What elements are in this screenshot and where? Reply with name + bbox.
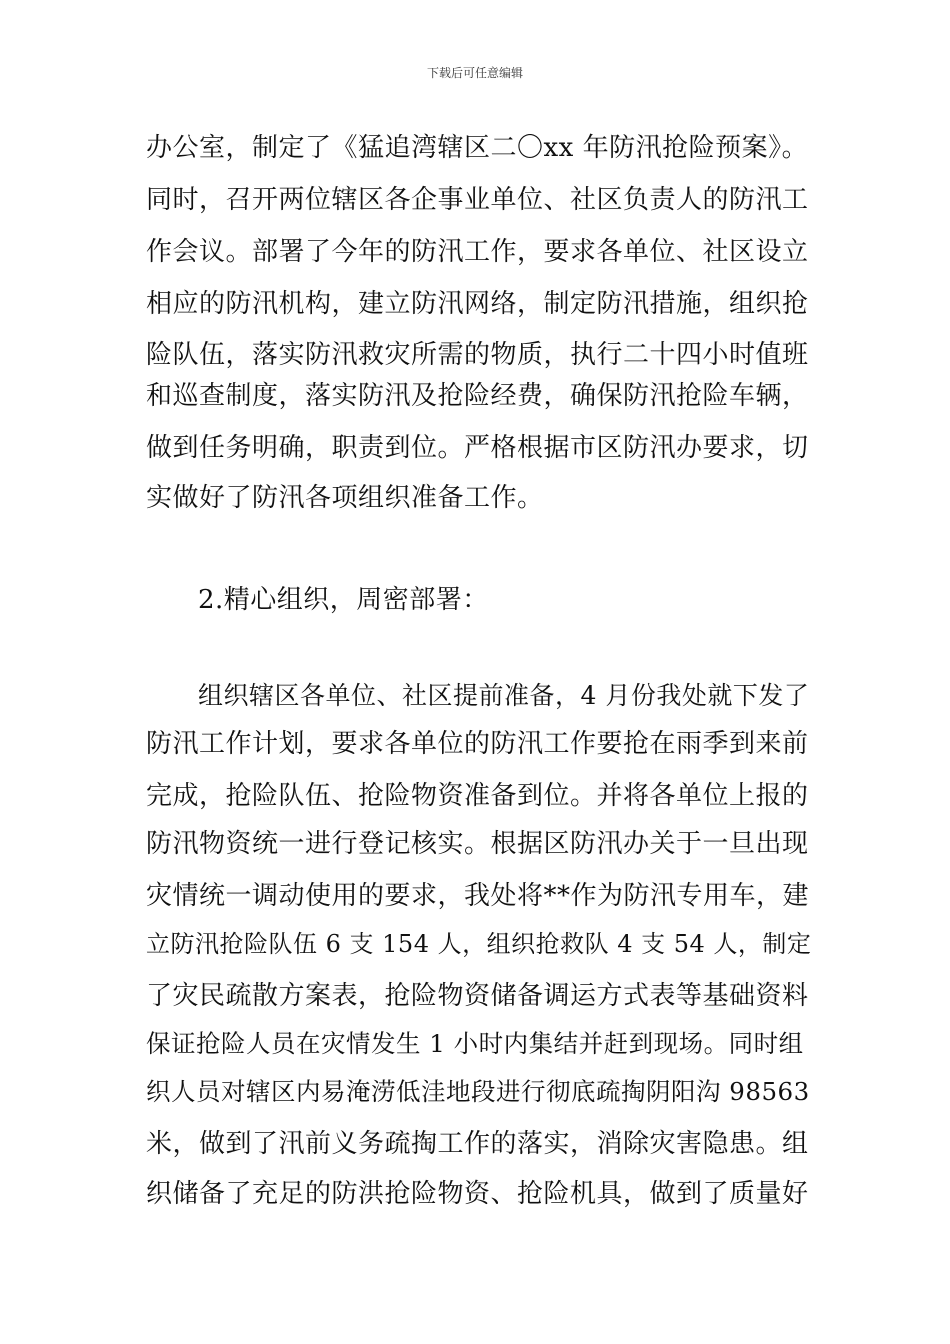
paragraph-1-line-6: 和巡查制度，落实防汛及抢险经费，确保防汛抢险车辆， (146, 381, 809, 411)
paragraph-3-line-7: 了灾民疏散方案表，抢险物资储备调运方式表等基础资料 (146, 981, 809, 1011)
paragraph-1-line-1: 办公室，制定了《猛追湾辖区二〇xx 年防汛抢险预案》。 (146, 133, 809, 163)
paragraph-1-line-8: 实做好了防汛各项组织准备工作。 (146, 483, 544, 513)
paragraph-3-line-1: 组织辖区各单位、社区提前准备，4 月份我处就下发了 (198, 681, 810, 710)
paragraph-3-line-3: 完成，抢险队伍、抢险物资准备到位。并将各单位上报的 (146, 781, 809, 811)
paragraph-1-line-4: 相应的防汛机构，建立防汛网络，制定防汛措施，组织抢 (146, 289, 809, 319)
paragraph-3-line-2: 防汛工作计划，要求各单位的防汛工作要抢在雨季到来前 (146, 729, 809, 759)
paragraph-1-line-7: 做到任务明确，职责到位。严格根据市区防汛办要求，切 (146, 433, 809, 463)
paragraph-3-line-11: 织储备了充足的防洪抢险物资、抢险机具，做到了质量好 (146, 1179, 809, 1209)
paragraph-1-line-5: 险队伍，落实防汛救灾所需的物质，执行二十四小时值班 (146, 340, 809, 370)
paragraph-3-line-9: 织人员对辖区内易淹涝低洼地段进行彻底疏掏阴阳沟 98563 (146, 1077, 810, 1106)
paragraph-3-line-8: 保证抢险人员在灾情发生 1 小时内集结并赶到现场。同时组 (146, 1029, 804, 1058)
paragraph-3-line-6: 立防汛抢险队伍 6 支 154 人，组织抢救队 4 支 54 人，制定 (146, 930, 812, 958)
paragraph-1-line-3: 作会议。部署了今年的防汛工作，要求各单位、社区设立 (146, 237, 809, 267)
paragraph-1-line-2: 同时，召开两位辖区各企事业单位、社区负责人的防汛工 (146, 185, 809, 215)
paragraph-3-line-4: 防汛物资统一进行登记核实。根据区防汛办关于一旦出现 (146, 829, 809, 859)
paragraph-3-line-10: 米，做到了汛前义务疏掏工作的落实，消除灾害隐患。组 (146, 1129, 809, 1159)
page-header-note: 下载后可任意编辑 (426, 66, 523, 80)
paragraph-3-line-5: 灾情统一调动使用的要求，我处将**作为防汛专用车，建 (146, 881, 810, 911)
section-heading: 2.精心组织，周密部署： (198, 585, 489, 615)
